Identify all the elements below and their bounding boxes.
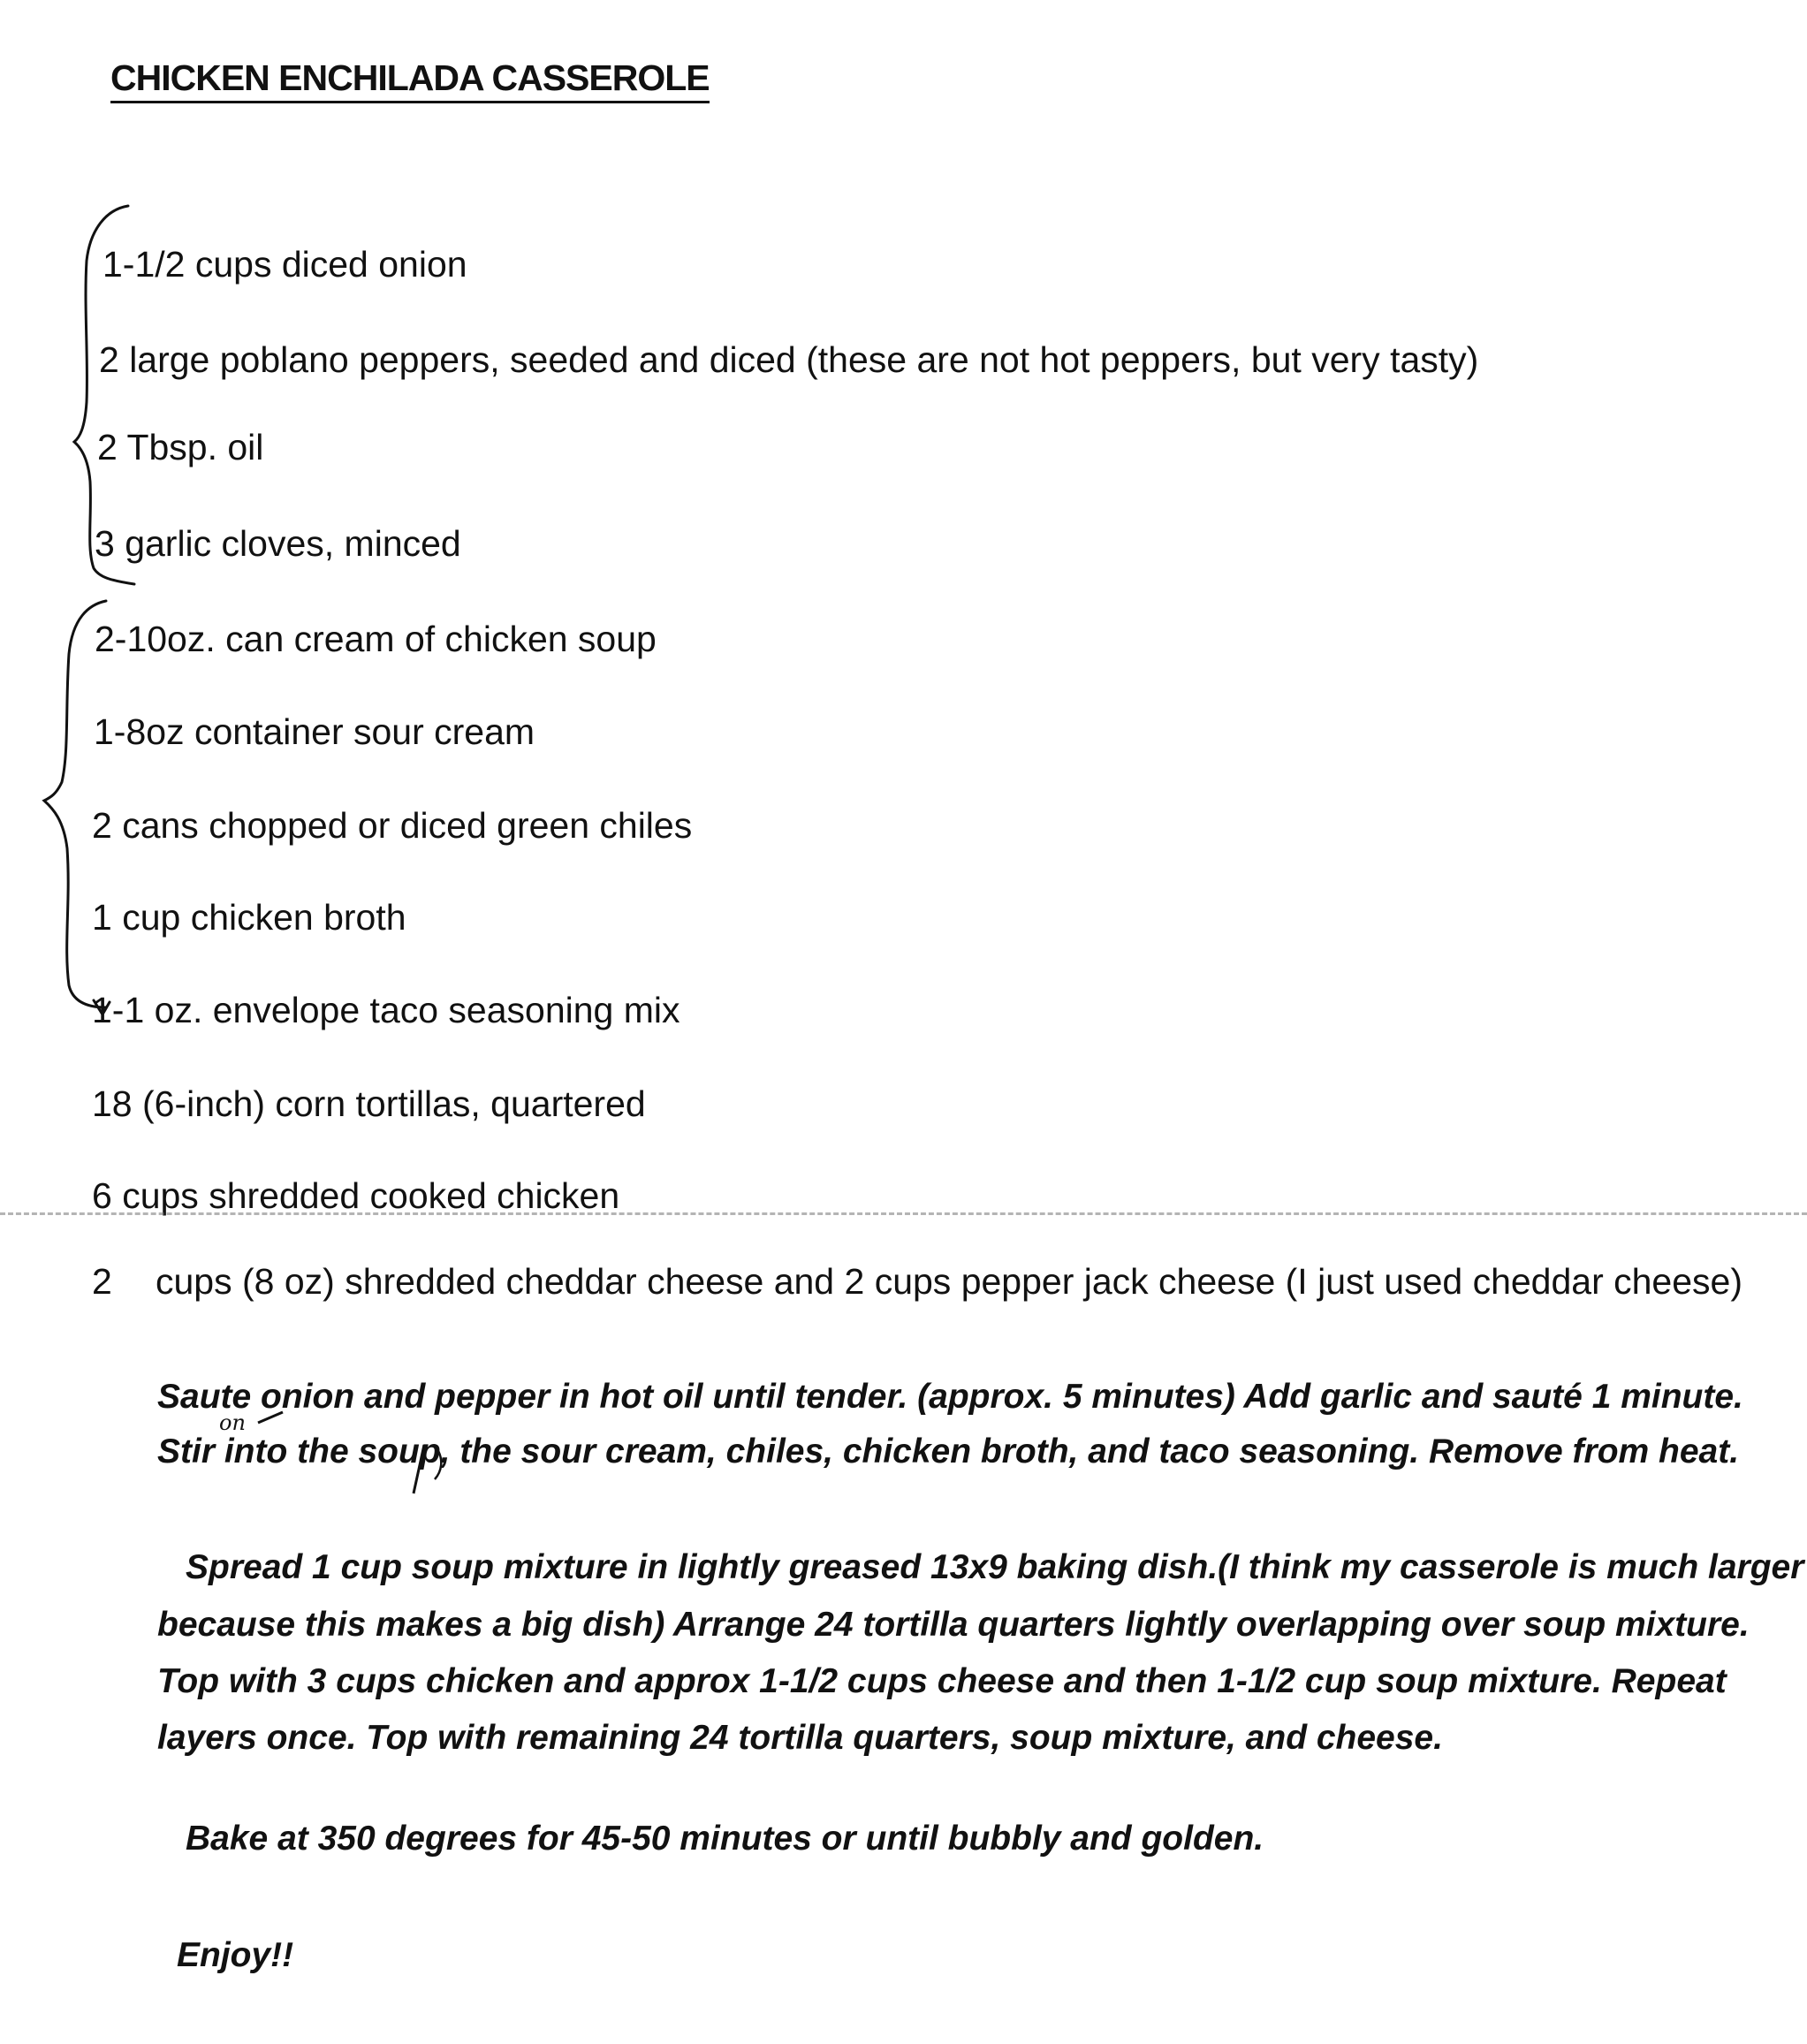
scan-fold-line [0,1212,1807,1215]
ingredient-item: 1 cup chicken broth [92,897,406,938]
ingredient-item: 3 garlic cloves, minced [95,523,461,564]
instruction-text: layers once. Top with remaining 24 tortilla quarters, soup mixture, and cheese. [157,1719,1443,1757]
cheese-ingredient [92,1259,1742,1303]
instruction-text: Spread 1 cup soup mixture in lightly greased 13x9 baking dish.(I think my casserole is much larger [186,1548,1804,1586]
instruction-line [157,1653,1727,1710]
handwritten-correction: on [219,1410,246,1435]
closing-line [177,1926,293,1984]
cheese-text: cups (8 oz) shredded cheddar cheese and 2 cups pepper jack cheese (I just used cheddar cheese) [156,1261,1742,1302]
handwritten-strike-marks [247,1405,477,1502]
ingredient-item: 2-10oz. can cream of chicken soup [95,619,657,659]
ingredient-item: 2 cans chopped or diced green chiles [92,805,693,846]
instruction-text: Stir into the soup, the sour cream, chiles, chicken broth, and taco seasoning. Remove from heat. [157,1432,1740,1470]
instruction-text: Saute onion and pepper in hot oil until tender. (approx. 5 minutes) Add garlic and sauté 1 minute. [157,1378,1743,1416]
ingredient-item: 1-8oz container sour cream [94,711,535,752]
cheese-qty: 2 [92,1261,112,1302]
ingredient-item: 1-1 oz. envelope taco seasoning mix [92,990,680,1030]
ingredient-item: 18 (6-inch) corn tortillas, quartered [92,1083,646,1124]
ingredient-item: 1-1/2 cups diced onion [102,244,467,285]
instruction-line [157,1596,1750,1653]
instruction-text: Enjoy!! [177,1936,294,1974]
ingredient-item: 6 cups shredded cooked chicken [92,1175,620,1216]
instruction-line [157,1709,1443,1767]
instruction-text: because this makes a big dish) Arrange 24 tortilla quarters lightly overlapping over soup mixture. [157,1606,1750,1644]
instruction-line [157,1539,1803,1596]
instruction-text: Bake at 350 degrees for 45-50 minutes or until bubbly and golden. [186,1820,1264,1858]
recipe-title: CHICKEN ENCHILADA CASSEROLE [110,55,710,103]
ingredient-item: 2 large poblano peppers, seeded and diced (these are not hot peppers, but very tasty) [99,339,1479,380]
bake-instruction [186,1810,1264,1867]
instruction-text: Top with 3 cups chicken and approx 1-1/2 cups cheese and then 1-1/2 cup soup mixture. Repeat [157,1662,1727,1700]
ingredient-item: 2 Tbsp. oil [97,427,264,467]
